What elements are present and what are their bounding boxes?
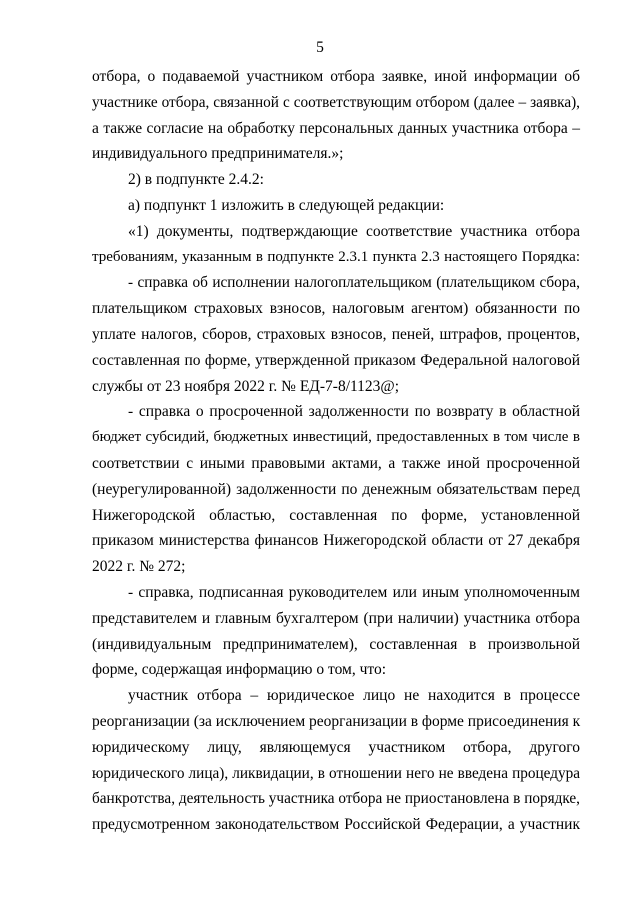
text-line: (неурегулированной) задолженности по денежным обязательствам перед xyxy=(92,480,580,498)
text-line: требованиям, указанным в подпункте 2.3.1 пункта 2.3 настоящего Порядка: xyxy=(92,248,580,265)
text-line: форме, содержащая информацию о том, что: xyxy=(92,661,387,679)
text-line: а также согласие на обработку персональных данных участника отбора – xyxy=(92,119,580,137)
text-line: юридического лица), ликвидации, в отношении него не введена процедура xyxy=(92,764,580,782)
text-line: - справка, подписанная руководителем или иным уполномоченным xyxy=(128,583,580,601)
document-body xyxy=(92,64,580,838)
text-line: составленная по форме, утвержденной приказом Федеральной налоговой xyxy=(92,351,580,369)
text-line: участнике отбора, связанной с соответствующим отбором (далее – заявка), xyxy=(92,93,580,111)
text-line: предусмотренном законодательством Российской Федерации, а участник xyxy=(92,816,580,834)
text-line: юридическому лицу, являющемуся участником отбора, другого xyxy=(92,738,580,756)
text-line: службы от 23 ноября 2022 г. № ЕД-7-8/1123@; xyxy=(92,377,400,395)
text-line: соответствии с иными правовыми актами, а также иной просроченной xyxy=(92,454,580,472)
text-line: 2) в подпункте 2.4.2: xyxy=(128,171,264,189)
text-line: представителем и главным бухгалтером (при наличии) участника отбора xyxy=(92,609,580,627)
text-line: а) подпункт 1 изложить в следующей редакции: xyxy=(128,196,445,214)
text-line: уплате налогов, сборов, страховых взносов, пеней, штрафов, процентов, xyxy=(92,325,580,343)
text-line: «1) документы, подтверждающие соответствие участника отбора xyxy=(128,222,580,240)
text-line: - справка о просроченной задолженности по возврату в областной xyxy=(128,403,580,421)
text-line: плательщиком страховых взносов, налоговым агентом) обязанности по xyxy=(92,300,580,318)
text-line: отбора, о подаваемой участником отбора заявке, иной информации об xyxy=(92,68,580,85)
page-number: 5 xyxy=(316,39,324,56)
text-line: (индивидуальным предпринимателем), составленная в произвольной xyxy=(92,635,580,653)
text-line: участник отбора – юридическое лицо не находится в процессе xyxy=(128,687,580,705)
text-line: 2022 г. № 272; xyxy=(92,558,186,576)
text-line: Нижегородской областью, составленная по форме, установленной xyxy=(92,506,580,524)
text-line: - справка об исполнении налогоплательщиком (плательщиком сбора, xyxy=(128,274,580,292)
text-line: реорганизации (за исключением реорганизации в форме присоединения к xyxy=(92,712,581,730)
text-line: приказом министерства финансов Нижегородской области от 27 декабря xyxy=(92,532,580,550)
text-line: банкротства, деятельность участника отбора не приостановлена в порядке, xyxy=(92,790,580,808)
text-line: бюджет субсидий, бюджетных инвестиций, предоставленных в том числе в xyxy=(92,429,580,446)
text-line: индивидуального предпринимателя.»; xyxy=(92,145,344,163)
